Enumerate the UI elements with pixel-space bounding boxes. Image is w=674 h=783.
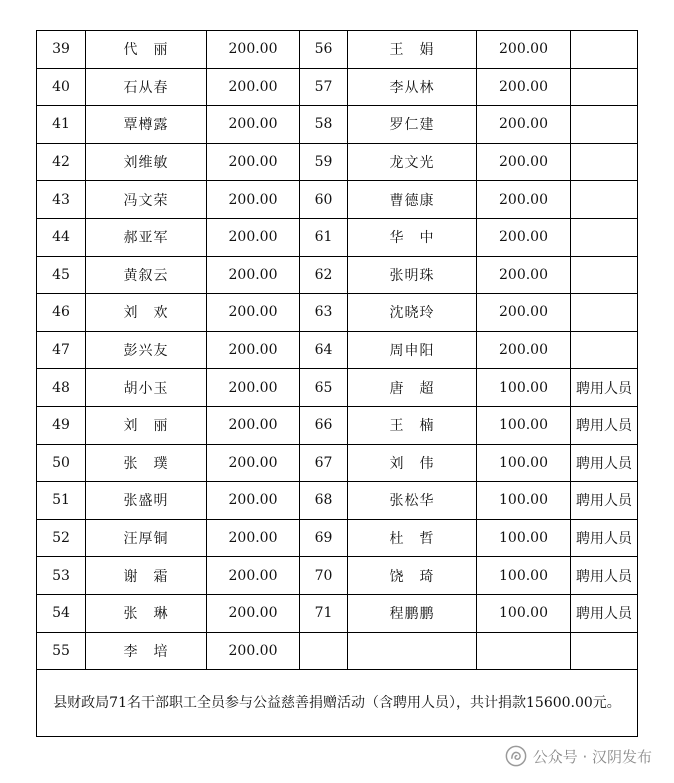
right-number-cell: 64 (300, 331, 348, 369)
left-number-cell: 55 (37, 632, 86, 670)
left-amount-cell: 200.00 (207, 256, 300, 294)
table-row (37, 557, 638, 595)
right-number-cell: 59 (300, 143, 348, 181)
right-name-cell: 张松华 (348, 482, 477, 520)
right-number-cell: 66 (300, 406, 348, 444)
right-number-cell: 58 (300, 106, 348, 144)
left-amount-cell: 200.00 (207, 632, 300, 670)
right-name-cell: 刘 伟 (348, 444, 477, 482)
right-note-cell: 聘用人员 (571, 557, 638, 595)
left-number-cell: 52 (37, 519, 86, 557)
right-number-cell: 60 (300, 181, 348, 219)
table-row (37, 31, 638, 69)
right-number-cell: 71 (300, 594, 348, 632)
left-amount-cell: 200.00 (207, 181, 300, 219)
wechat-official-account-icon (505, 745, 527, 767)
left-name-cell: 覃樽露 (86, 106, 207, 144)
table-row (37, 68, 638, 106)
right-number-cell: 57 (300, 68, 348, 106)
table-row (37, 632, 638, 670)
right-note-cell (571, 331, 638, 369)
left-name-cell: 李 培 (86, 632, 207, 670)
right-note-cell: 聘用人员 (571, 369, 638, 407)
right-note-cell (571, 106, 638, 144)
left-amount-cell: 200.00 (207, 594, 300, 632)
left-name-cell: 黄叙云 (86, 256, 207, 294)
right-note-cell: 聘用人员 (571, 444, 638, 482)
right-amount-cell: 100.00 (477, 594, 571, 632)
right-amount-cell: 200.00 (477, 106, 571, 144)
left-name-cell: 谢 霜 (86, 557, 207, 595)
right-note-cell: 聘用人员 (571, 482, 638, 520)
right-name-cell: 王 娟 (348, 31, 477, 69)
right-note-cell: 聘用人员 (571, 406, 638, 444)
left-name-cell: 彭兴友 (86, 331, 207, 369)
left-name-cell: 张 璞 (86, 444, 207, 482)
left-number-cell: 39 (37, 31, 86, 69)
right-number-cell: 68 (300, 482, 348, 520)
left-number-cell: 47 (37, 331, 86, 369)
left-number-cell: 51 (37, 482, 86, 520)
left-name-cell: 张 琳 (86, 594, 207, 632)
right-note-cell (571, 143, 638, 181)
left-amount-cell: 200.00 (207, 143, 300, 181)
left-name-cell: 石从春 (86, 68, 207, 106)
table-row (37, 256, 638, 294)
right-number-cell: 65 (300, 369, 348, 407)
left-number-cell: 53 (37, 557, 86, 595)
table-row (37, 482, 638, 520)
left-amount-cell: 200.00 (207, 68, 300, 106)
left-number-cell: 42 (37, 143, 86, 181)
right-number-cell: 63 (300, 294, 348, 332)
right-number-cell: 62 (300, 256, 348, 294)
right-name-cell: 杜 哲 (348, 519, 477, 557)
left-name-cell: 刘 欢 (86, 294, 207, 332)
right-note-cell (571, 31, 638, 69)
left-number-cell: 46 (37, 294, 86, 332)
right-amount-cell: 100.00 (477, 444, 571, 482)
right-number-cell: 61 (300, 218, 348, 256)
right-note-cell (571, 294, 638, 332)
left-amount-cell: 200.00 (207, 294, 300, 332)
right-amount-cell: 200.00 (477, 331, 571, 369)
left-amount-cell: 200.00 (207, 106, 300, 144)
left-name-cell: 代 丽 (86, 31, 207, 69)
left-number-cell: 45 (37, 256, 86, 294)
right-name-cell: 张明珠 (348, 256, 477, 294)
left-amount-cell: 200.00 (207, 331, 300, 369)
right-name-cell: 曹德康 (348, 181, 477, 219)
table-row (37, 181, 638, 219)
donation-table-body (37, 31, 638, 737)
left-number-cell: 54 (37, 594, 86, 632)
table-row (37, 331, 638, 369)
right-name-cell: 饶 琦 (348, 557, 477, 595)
right-note-cell (571, 632, 638, 670)
left-number-cell: 41 (37, 106, 86, 144)
watermark-text: 公众号 · 汉阴发布 (532, 747, 652, 766)
table-row (37, 106, 638, 144)
left-amount-cell: 200.00 (207, 519, 300, 557)
left-amount-cell: 200.00 (207, 482, 300, 520)
right-number-cell (300, 632, 348, 670)
right-amount-cell: 100.00 (477, 557, 571, 595)
right-number-cell: 67 (300, 444, 348, 482)
left-amount-cell: 200.00 (207, 406, 300, 444)
right-amount-cell: 200.00 (477, 181, 571, 219)
right-name-cell: 龙文光 (348, 143, 477, 181)
left-amount-cell: 200.00 (207, 369, 300, 407)
left-name-cell: 汪厚铜 (86, 519, 207, 557)
table-row (37, 594, 638, 632)
right-note-cell: 聘用人员 (571, 519, 638, 557)
left-name-cell: 郝亚军 (86, 218, 207, 256)
right-name-cell: 王 楠 (348, 406, 477, 444)
right-note-cell (571, 181, 638, 219)
right-number-cell: 70 (300, 557, 348, 595)
right-amount-cell: 200.00 (477, 143, 571, 181)
table-row (37, 143, 638, 181)
right-name-cell: 程鹏鹏 (348, 594, 477, 632)
right-amount-cell: 100.00 (477, 369, 571, 407)
right-amount-cell: 100.00 (477, 406, 571, 444)
right-amount-cell: 200.00 (477, 31, 571, 69)
right-note-cell (571, 218, 638, 256)
right-name-cell: 唐 超 (348, 369, 477, 407)
right-name-cell: 李从林 (348, 68, 477, 106)
right-name-cell: 沈晓玲 (348, 294, 477, 332)
right-amount-cell: 200.00 (477, 218, 571, 256)
right-name-cell: 华 中 (348, 218, 477, 256)
left-name-cell: 刘 丽 (86, 406, 207, 444)
right-name-cell: 罗仁建 (348, 106, 477, 144)
right-note-cell (571, 256, 638, 294)
left-number-cell: 43 (37, 181, 86, 219)
right-amount-cell: 100.00 (477, 482, 571, 520)
left-amount-cell: 200.00 (207, 444, 300, 482)
left-number-cell: 49 (37, 406, 86, 444)
right-name-cell: 周申阳 (348, 331, 477, 369)
table-row (37, 294, 638, 332)
right-amount-cell (477, 632, 571, 670)
left-amount-cell: 200.00 (207, 218, 300, 256)
donation-table (36, 30, 638, 737)
right-amount-cell: 200.00 (477, 256, 571, 294)
right-number-cell: 69 (300, 519, 348, 557)
left-name-cell: 冯文荣 (86, 181, 207, 219)
summary-row (37, 670, 638, 737)
left-number-cell: 40 (37, 68, 86, 106)
right-note-cell: 聘用人员 (571, 594, 638, 632)
left-number-cell: 48 (37, 369, 86, 407)
left-amount-cell: 200.00 (207, 557, 300, 595)
left-number-cell: 50 (37, 444, 86, 482)
left-name-cell: 刘维敏 (86, 143, 207, 181)
table-row (37, 406, 638, 444)
right-amount-cell: 100.00 (477, 519, 571, 557)
table-row (37, 444, 638, 482)
summary-text: 县财政局71名干部职工全员参与公益慈善捐赠活动（含聘用人员），共计捐款15600.00元。 (37, 670, 638, 737)
table-row (37, 218, 638, 256)
watermark (505, 744, 652, 768)
right-amount-cell: 200.00 (477, 294, 571, 332)
right-name-cell (348, 632, 477, 670)
left-name-cell: 张盛明 (86, 482, 207, 520)
left-amount-cell: 200.00 (207, 31, 300, 69)
right-note-cell (571, 68, 638, 106)
left-number-cell: 44 (37, 218, 86, 256)
right-amount-cell: 200.00 (477, 68, 571, 106)
right-number-cell: 56 (300, 31, 348, 69)
left-name-cell: 胡小玉 (86, 369, 207, 407)
table-row (37, 369, 638, 407)
table-row (37, 519, 638, 557)
